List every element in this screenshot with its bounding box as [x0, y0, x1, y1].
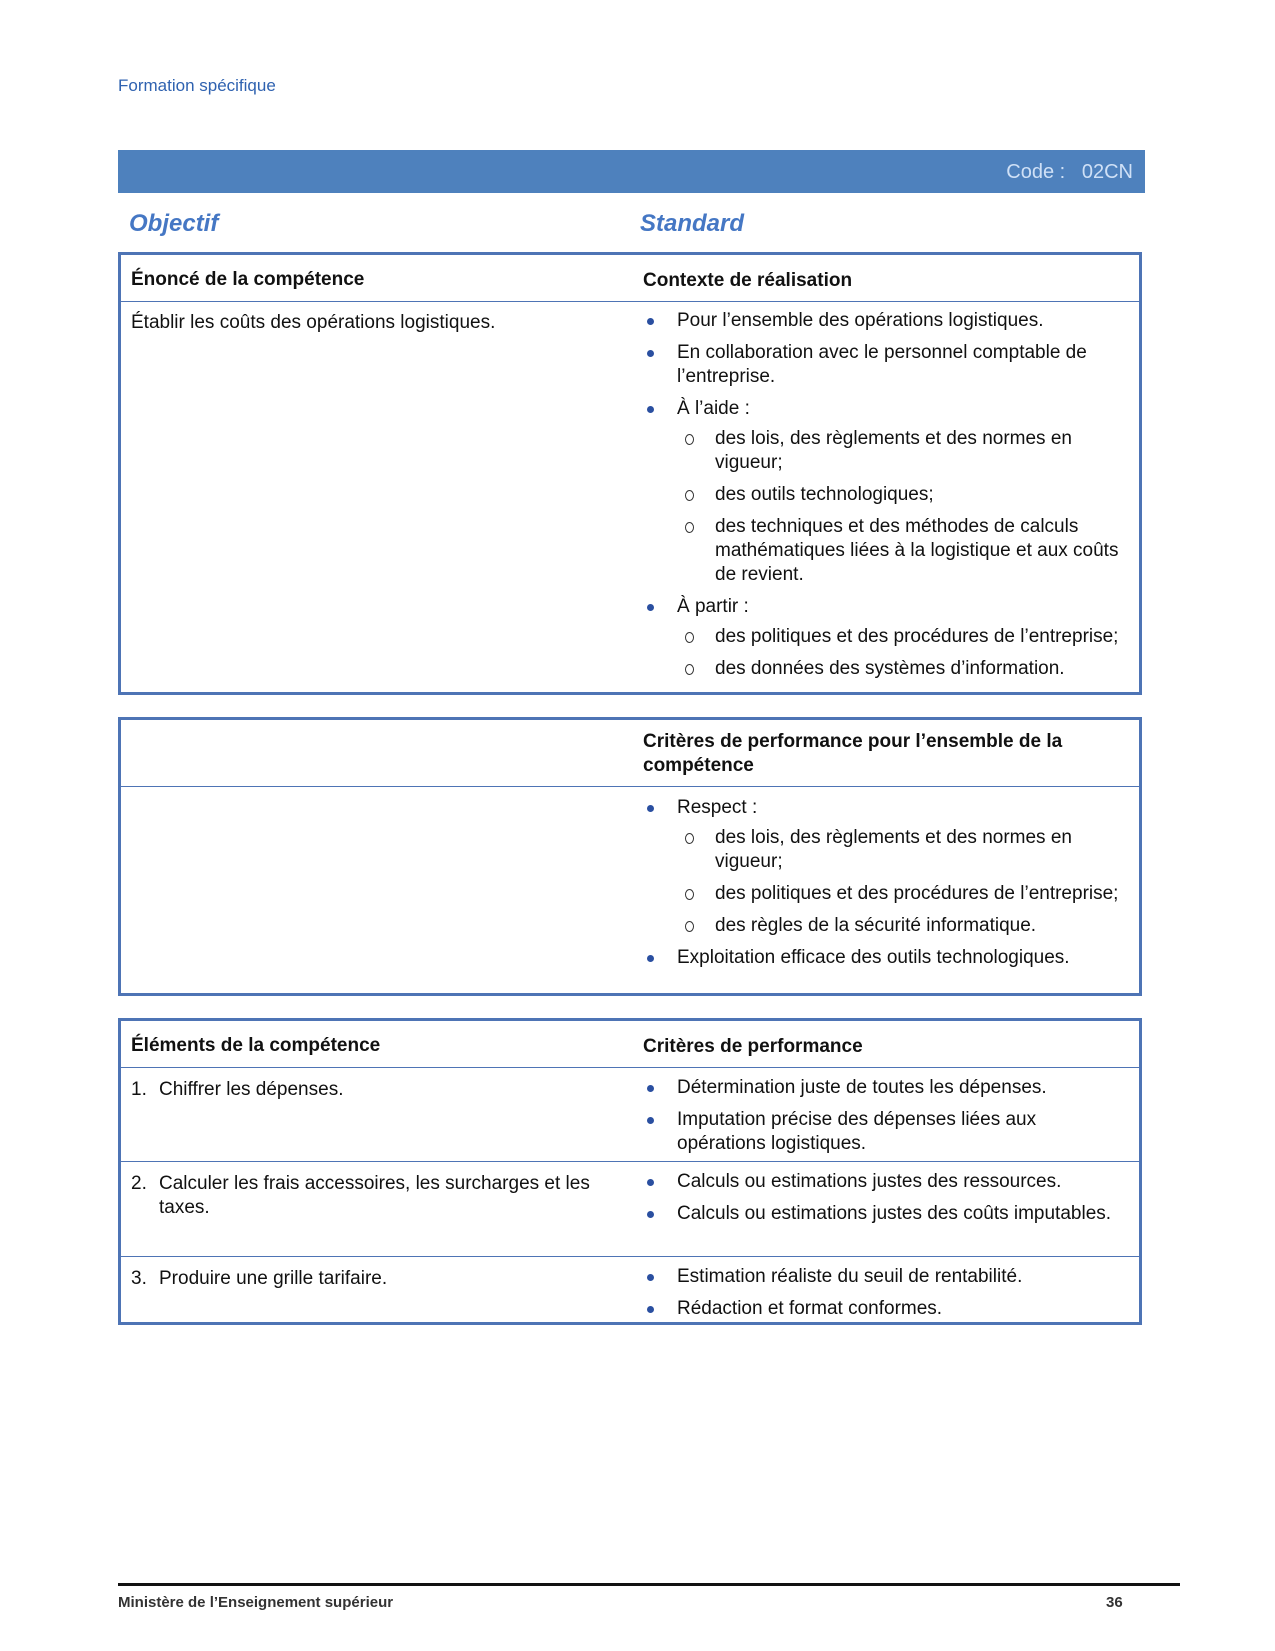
global-criteria-header-row	[121, 720, 1139, 787]
element-number: 1.	[131, 1079, 147, 1100]
criteria-item: Calculs ou estimations justes des coûts imputables.	[643, 1202, 1123, 1226]
criteria-subitem: des politiques et des procédures de l’entreprise;	[677, 882, 1123, 906]
element-row	[121, 1068, 1139, 1162]
context-subitem: des politiques et des procédures de l’entreprise;	[677, 625, 1123, 649]
criteria-item: Imputation précise des dépenses liées aux opérations logistiques.	[643, 1108, 1123, 1156]
criteria-item: Calculs ou estimations justes des ressources.	[643, 1170, 1123, 1194]
context-header: Contexte de réalisation	[643, 270, 853, 291]
global-criteria-header: Critères de performance pour l’ensemble de la compétence	[643, 731, 1063, 776]
footer-ministry: Ministère de l’Enseignement supérieur	[118, 1594, 394, 1611]
element-row	[121, 1257, 1139, 1327]
element-criteria	[643, 1170, 1123, 1234]
objective-title: Objectif	[129, 210, 219, 237]
context-subitem: des outils technologiques;	[677, 483, 1123, 507]
criteria-subitem: des règles de la sécurité informatique.	[677, 914, 1123, 938]
elements-header-row	[121, 1021, 1139, 1068]
element-number: 2.	[131, 1173, 147, 1194]
footer-rule	[118, 1583, 1180, 1586]
context-subitem: des techniques et des méthodes de calculs mathématiques liées à la logistique et aux coûts de revient.	[677, 515, 1123, 587]
criteria-subitem: des lois, des règlements et des normes en vigueur;	[677, 826, 1123, 874]
criteria-item: Respect : des lois, des règlements et des normes en vigueur; des politiques et des procédures de l’entreprise; des règles de la sécurité informatique.	[643, 796, 1123, 938]
criteria-item: Exploitation efficace des outils technologiques.	[643, 946, 1123, 970]
context-item: À partir : des politiques et des procédures de l’entreprise; des données des systèmes d’information.	[643, 595, 1123, 681]
statement-header: Énoncé de la compétence	[131, 269, 365, 290]
element-row	[121, 1162, 1139, 1257]
standard-title: Standard	[640, 210, 745, 237]
competence-header-row	[121, 255, 1139, 302]
performance-header: Critères de performance	[643, 1036, 863, 1057]
element-number: 3.	[131, 1268, 147, 1289]
context-subitem: des lois, des règlements et des normes en vigueur;	[677, 427, 1123, 475]
criteria-item: Rédaction et format conformes.	[643, 1297, 1123, 1321]
elements-box	[118, 1018, 1142, 1325]
criteria-item: Détermination juste de toutes les dépenses.	[643, 1076, 1123, 1100]
element-criteria	[643, 1076, 1123, 1164]
context-subitem: des données des systèmes d’information.	[677, 657, 1123, 681]
context-item: En collaboration avec le personnel comptable de l’entreprise.	[643, 341, 1123, 389]
code-bar	[118, 150, 1145, 193]
running-header: Formation spécifique	[118, 76, 276, 95]
element-criteria	[643, 1265, 1123, 1329]
competence-statement: Établir les coûts des opérations logistiques.	[131, 312, 496, 333]
element-text: 2. Calculer les frais accessoires, les surcharges et les taxes.	[131, 1173, 590, 1218]
criteria-item: Estimation réaliste du seuil de rentabilité.	[643, 1265, 1123, 1289]
elements-header: Éléments de la compétence	[131, 1035, 381, 1056]
global-criteria-list	[643, 796, 1123, 978]
page-number: 36	[1106, 1594, 1123, 1611]
competence-box	[118, 252, 1142, 695]
context-list	[643, 309, 1123, 689]
element-text: 1. Chiffrer les dépenses.	[131, 1079, 344, 1100]
context-item: À l’aide : des lois, des règlements et des normes en vigueur; des outils technologiques; des techniques et des méthodes de calculs mathématiques liées à la logistique et aux coûts de revient.	[643, 397, 1123, 587]
column-titles	[0, 210, 1275, 240]
context-item: Pour l’ensemble des opérations logistiques.	[643, 309, 1123, 333]
global-criteria-box	[118, 717, 1142, 996]
element-text: 3. Produire une grille tarifaire.	[131, 1268, 388, 1289]
competency-code: Code : 02CN	[1006, 161, 1133, 183]
